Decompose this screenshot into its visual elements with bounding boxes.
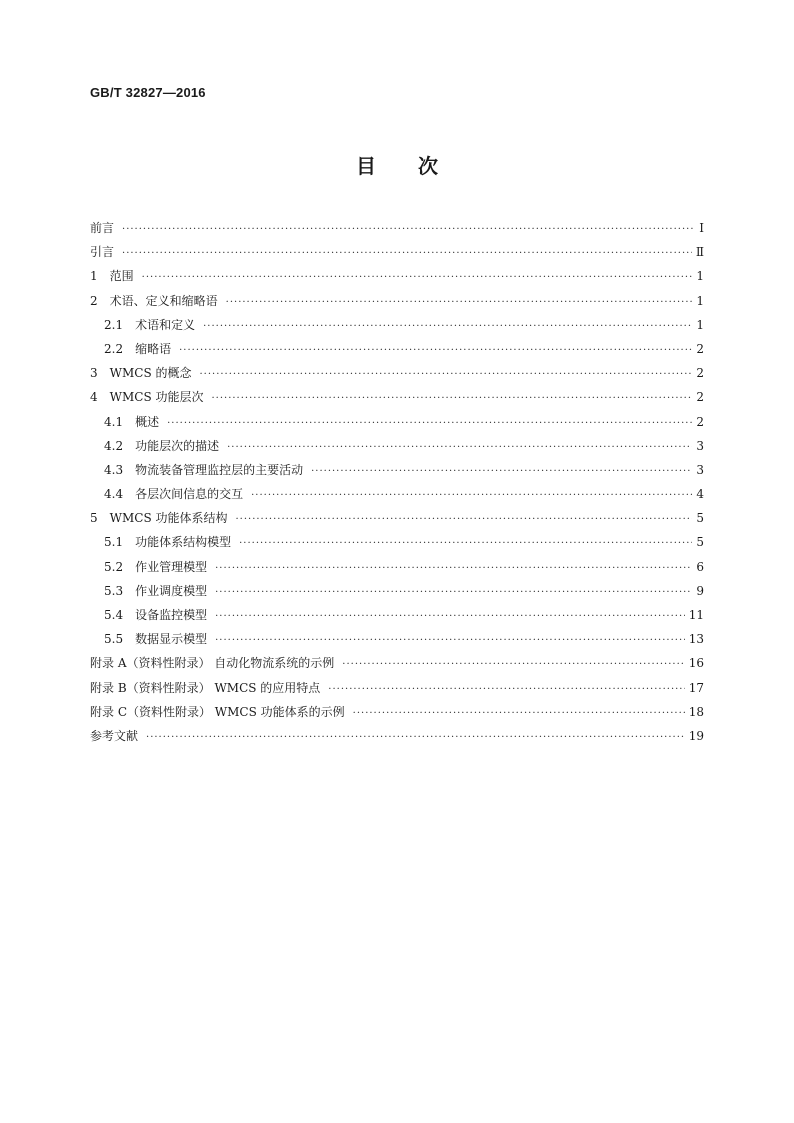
toc-leader-dots	[146, 726, 685, 750]
toc-label: WMCS 功能层次	[109, 390, 204, 405]
toc-entry[interactable]	[90, 385, 704, 409]
toc-leader-dots	[328, 678, 684, 702]
toc-number: 2.1	[104, 317, 124, 332]
toc-entry[interactable]	[90, 651, 704, 675]
toc-leader-dots	[239, 532, 692, 556]
toc-number: 1	[90, 269, 98, 284]
toc-number: 5.1	[104, 535, 124, 550]
toc-label: 前言	[90, 221, 115, 235]
toc-label: 附录 C（资料性附录） WMCS 功能体系的示例	[90, 704, 345, 719]
toc-label: WMCS 的概念	[109, 366, 192, 381]
toc-page-number: 9	[696, 583, 704, 598]
toc-label: 缩略语	[135, 341, 172, 356]
toc-number: 2.2	[104, 341, 124, 356]
toc-label: 附录 B（资料性附录） WMCS 的应用特点	[90, 680, 321, 695]
toc-number: 4.1	[104, 414, 124, 429]
toc-number: 5.2	[104, 559, 124, 574]
toc-label: WMCS 功能体系结构	[109, 511, 228, 526]
toc-label: 作业管理模型	[135, 559, 208, 574]
page-title: 目次	[356, 154, 480, 178]
toc-label: 功能体系结构模型	[135, 535, 232, 550]
toc-page-number: 5	[696, 535, 704, 550]
toc-entry[interactable]	[90, 676, 704, 700]
toc-number: 5.5	[104, 632, 124, 647]
toc-leader-dots	[142, 266, 693, 290]
toc-entry[interactable]	[90, 458, 704, 482]
toc-entry[interactable]	[90, 337, 704, 361]
table-of-contents	[90, 216, 704, 748]
toc-entry[interactable]	[90, 530, 704, 554]
toc-label: 设备监控模型	[135, 608, 208, 622]
toc-entry[interactable]	[90, 724, 704, 748]
toc-label: 参考文献	[90, 728, 139, 743]
toc-entry[interactable]	[90, 506, 704, 530]
toc-page-number: 11	[688, 608, 704, 622]
toc-leader-dots	[215, 581, 692, 605]
toc-entry[interactable]	[90, 434, 704, 458]
toc-page-number: 3	[696, 438, 704, 453]
toc-label: 作业调度模型	[135, 583, 208, 598]
toc-label: 概述	[135, 414, 160, 429]
toc-page-number: 2	[696, 341, 704, 356]
toc-number: 5.4	[104, 608, 124, 622]
toc-entry[interactable]	[90, 603, 704, 627]
toc-entry[interactable]	[90, 555, 704, 579]
toc-page-number: 1	[696, 269, 704, 284]
toc-leader-dots	[122, 242, 692, 266]
toc-entry[interactable]	[90, 216, 704, 240]
toc-page-number: 17	[688, 680, 704, 695]
toc-leader-dots	[215, 629, 685, 653]
toc-leader-dots	[203, 315, 692, 339]
toc-label: 范围	[109, 269, 134, 284]
toc-leader-dots	[211, 387, 692, 411]
toc-entry[interactable]	[90, 700, 704, 724]
toc-page-number: 3	[696, 462, 704, 477]
toc-page-number: Ⅰ	[699, 221, 704, 235]
toc-label: 数据显示模型	[135, 632, 208, 647]
toc-entry[interactable]	[90, 240, 704, 264]
toc-page-number: 4	[696, 487, 704, 502]
toc-page-number: 1	[696, 293, 704, 308]
toc-label: 各层次间信息的交互	[135, 487, 244, 502]
toc-leader-dots	[199, 363, 692, 387]
toc-entry[interactable]	[90, 627, 704, 651]
toc-page-number: 16	[688, 656, 704, 671]
toc-leader-dots	[167, 412, 692, 436]
toc-page-number: 18	[688, 704, 704, 719]
toc-leader-dots	[342, 653, 684, 677]
toc-entry[interactable]	[90, 313, 704, 337]
toc-number: 3	[90, 366, 98, 381]
toc-entry[interactable]	[90, 289, 704, 313]
toc-number: 4.4	[104, 487, 124, 502]
toc-leader-dots	[251, 484, 692, 508]
toc-entry[interactable]	[90, 482, 704, 506]
toc-number: 5.3	[104, 583, 124, 598]
toc-number: 4.3	[104, 462, 124, 477]
toc-page-number: 5	[696, 511, 704, 526]
toc-label: 术语、定义和缩略语	[109, 293, 218, 308]
toc-leader-dots	[179, 339, 692, 363]
toc-page-number: 1	[696, 317, 704, 332]
toc-leader-dots	[311, 460, 692, 484]
toc-leader-dots	[215, 557, 692, 581]
toc-number: 4	[90, 390, 98, 405]
toc-leader-dots	[226, 291, 693, 315]
toc-entry[interactable]	[90, 264, 704, 288]
toc-page-number: 2	[696, 366, 704, 381]
toc-leader-dots	[353, 702, 685, 726]
toc-page-number: 13	[688, 632, 704, 647]
toc-label: 功能层次的描述	[135, 438, 220, 453]
toc-label: 物流装备管理监控层的主要活动	[135, 462, 304, 477]
toc-entry[interactable]	[90, 579, 704, 603]
toc-label: 引言	[90, 245, 115, 260]
toc-page-number: 6	[696, 559, 704, 574]
standard-code: GB/T 32827—2016	[90, 85, 206, 100]
toc-leader-dots	[227, 436, 692, 460]
toc-page-number: 2	[696, 414, 704, 429]
toc-page-number: Ⅱ	[695, 245, 704, 260]
toc-label: 术语和定义	[135, 317, 196, 332]
toc-leader-dots	[235, 508, 692, 532]
toc-leader-dots	[122, 218, 695, 242]
toc-entry[interactable]	[90, 361, 704, 385]
toc-page-number: 19	[688, 728, 704, 743]
toc-number: 2	[90, 293, 98, 308]
toc-entry[interactable]	[90, 410, 704, 434]
toc-label: 附录 A（资料性附录） 自动化物流系统的示例	[90, 656, 335, 671]
toc-leader-dots	[215, 605, 685, 629]
toc-number: 4.2	[104, 438, 124, 453]
toc-number: 5	[90, 511, 98, 526]
toc-page-number: 2	[696, 390, 704, 405]
